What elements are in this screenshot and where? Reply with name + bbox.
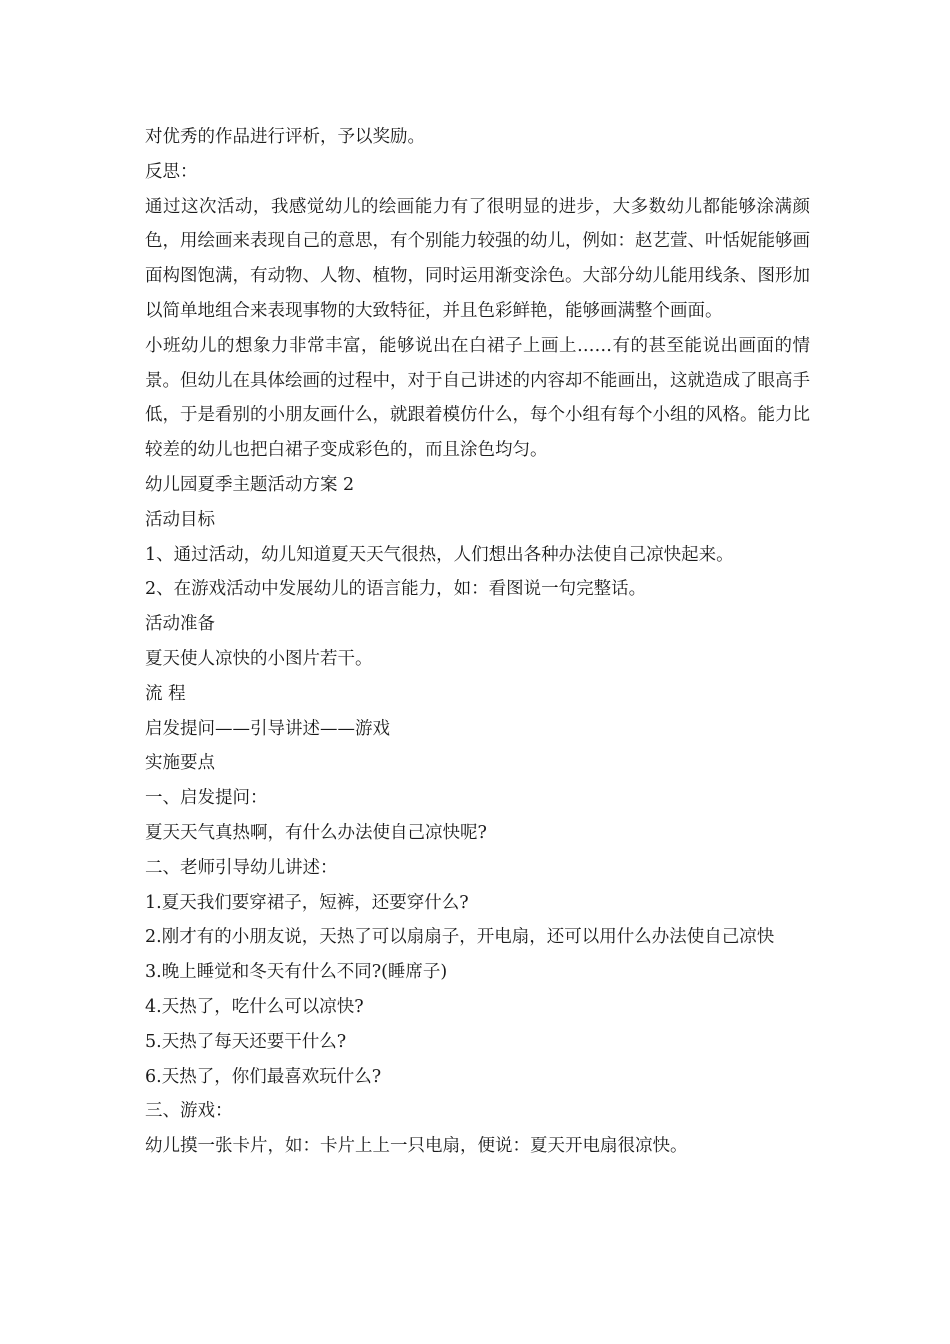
- list-item: 2.刚才有的小朋友说，天热了可以扇扇子，开电扇，还可以用什么办法使自己凉快: [145, 927, 775, 948]
- section-heading: 实施要点: [145, 753, 215, 774]
- section-heading: 二、老师引导幼儿讲述：: [145, 857, 338, 878]
- section-heading: 活动目标: [145, 509, 215, 530]
- section-heading: 一、启发提问：: [145, 788, 268, 809]
- list-item: 4.天热了，吃什么可以凉快?: [145, 996, 364, 1017]
- text-line: 对优秀的作品进行评析，予以奖励。: [145, 127, 425, 147]
- list-item: 1、通过活动，幼儿知道夏天天气很热，人们想出各种办法使自己凉快起来。: [145, 544, 734, 565]
- text-line: 启发提问——引导讲述——游戏: [145, 718, 390, 739]
- list-item: 6.天热了，你们最喜欢玩什么?: [145, 1066, 382, 1087]
- paragraph: 小班幼儿的想象力非常丰富，能够说出在白裙子上画上……有的甚至能说出画面的情景。但幼儿在具体绘画的过程中，对于自己讲述的内容却不能画出，这就造成了眼高手低，于是看别的小朋友画什么，就跟着模仿什么，每个小组有每个小组的风格。能力比较差的幼儿也把白裙子变成彩色的，而且涂色均匀。: [145, 335, 810, 461]
- list-item: 1.夏天我们要穿裙子，短裤，还要穿什么?: [145, 892, 469, 913]
- list-item: 3.晚上睡觉和冬天有什么不同?(睡席子): [145, 962, 448, 983]
- text-line: 幼儿摸一张卡片，如：卡片上上一只电扇，便说：夏天开电扇很凉快。: [145, 1136, 688, 1157]
- paragraph: 通过这次活动，我感觉幼儿的绘画能力有了很明显的进步，大多数幼儿都能够涂满颜色，用绘画来表现自己的意思，有个别能力较强的幼儿，例如：赵艺萱、叶恬妮能够画面构图饱满，有动物、人物、植物，同时运用渐变涂色。大部分幼儿能用线条、图形加以简单地组合来表现事物的大致特征，并且色彩鲜艳，能够画满整个画面。: [145, 196, 810, 321]
- section-heading: 反思：: [145, 161, 198, 182]
- document-title: 幼儿园夏季主题活动方案 2: [145, 474, 355, 495]
- text-line: 夏天天气真热啊，有什么办法使自己凉快呢?: [145, 822, 487, 843]
- list-item: 5.天热了每天还要干什么?: [145, 1031, 347, 1052]
- text-line: 夏天使人凉快的小图片若干。: [145, 648, 373, 669]
- document-page: [145, 120, 810, 1164]
- section-heading: 活动准备: [145, 614, 215, 635]
- section-heading: 流 程: [145, 683, 186, 704]
- list-item: 2、在游戏活动中发展幼儿的语言能力，如：看图说一句完整话。: [145, 579, 647, 600]
- section-heading: 三、游戏：: [145, 1101, 233, 1122]
